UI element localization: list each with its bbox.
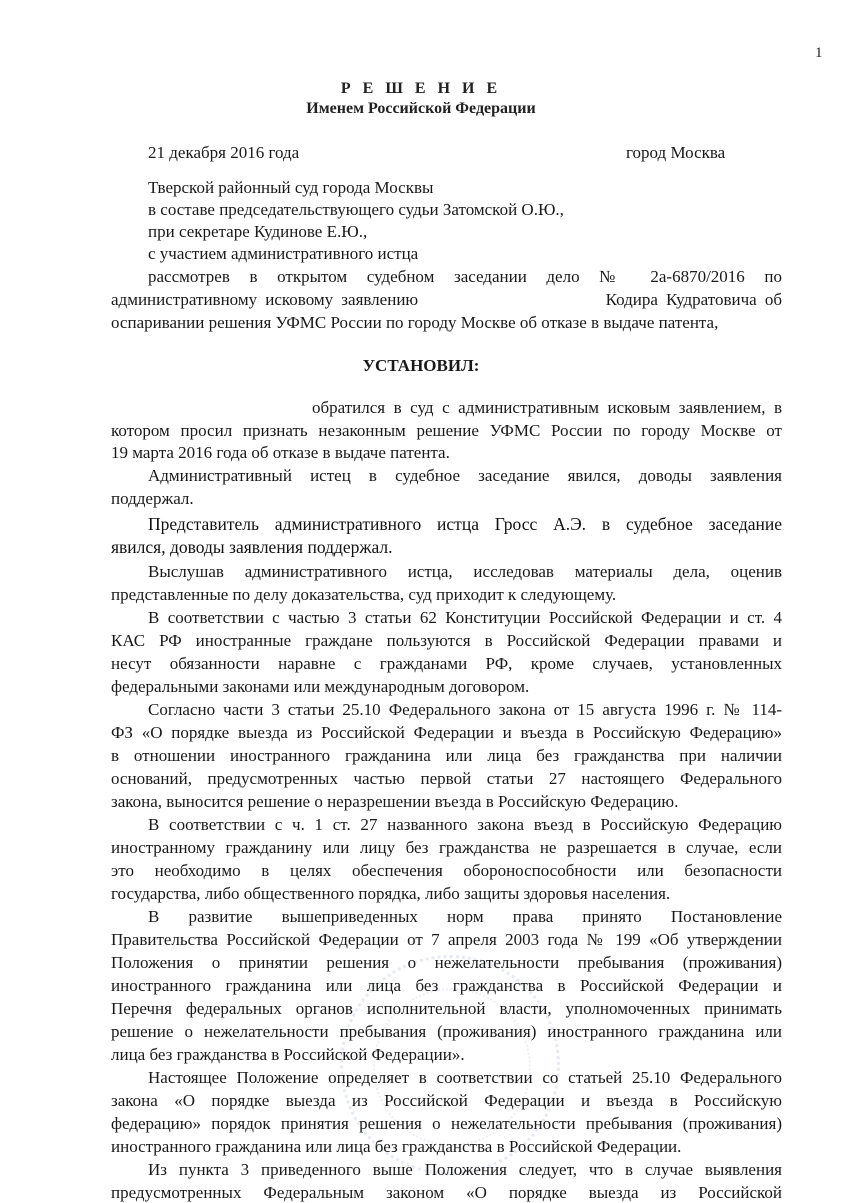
body-line: иностранного гражданина или лица без гражданства в Российской Федерации и — [111, 976, 782, 995]
body-line: Административный истец в судебное заседание явился, доводы заявления — [148, 466, 782, 485]
body-line: котором просил признать незаконным решение УФМС России по городу Москве от — [111, 421, 782, 440]
intro-line: оспаривании решения УФМС России по городу Москве об отказе в выдаче патента, — [111, 313, 719, 332]
body-line: Положения о принятии решения о нежелательности пребывания (проживания) — [111, 953, 782, 972]
decision-date: 21 декабря 2016 года — [148, 143, 300, 162]
decision-city: город Москва — [626, 143, 726, 162]
body-line: оснований, предусмотренных частью первой статьи 27 настоящего Федерального — [111, 769, 782, 788]
body-line: закона, выносится решение о неразрешении въезда в Российскую Федерацию. — [111, 792, 679, 811]
body-line: иностранному гражданину или лицу без гражданства не разрешается в случае, если — [111, 838, 782, 857]
body-line: В соответствии с частью 3 статьи 62 Конституции Российской Федерации и ст. 4 — [148, 608, 782, 627]
body-line: Настоящее Положение определяет в соответствии со статьей 25.10 Федерального — [148, 1068, 782, 1087]
body-line: Представитель административного истца Гросс А.Э. в судебное заседание — [148, 514, 782, 534]
intro-line: административному исковому заявлению Кодира Кудратовича об — [111, 290, 782, 309]
document-subtitle: Именем Российской Федерации — [306, 100, 536, 117]
body-line: предусмотренных Федеральным законом «О порядке выезда из Российской — [111, 1183, 782, 1202]
body-line: обратился в суд с административным исковым заявлением, в — [312, 398, 782, 417]
body-line: Из пункта 3 приведенного выше Положения следует, что в случае выявления — [148, 1160, 782, 1179]
page-number: 1 — [815, 45, 823, 61]
body-line: это необходимо в целях обеспечения обороноспособности или безопасности — [111, 861, 782, 880]
intro-line: рассмотрев в открытом судебном заседании дело № 2а-6870/2016 по — [148, 267, 782, 286]
body-line: федеральными законами или международным договором. — [111, 677, 530, 696]
header-line: Тверской районный суд города Москвы — [148, 178, 434, 197]
header-line: при секретаре Кудинове Е.Ю., — [148, 222, 368, 241]
body-line: явился, доводы заявления поддержал. — [111, 537, 393, 557]
section-heading: УСТАНОВИЛ: — [362, 356, 480, 375]
body-line: иностранного гражданина или лица без гражданства в Российской Федерации. — [111, 1137, 682, 1156]
header-line: с участием административного истца — [148, 244, 419, 263]
body-line: 19 марта 2016 года об отказе в выдаче патента. — [111, 443, 450, 462]
body-line: в отношении иностранного гражданина или лица без гражданства при наличии — [111, 746, 782, 765]
document-title: Р Е Ш Е Н И Е — [340, 80, 502, 97]
body-line: В соответствии с ч. 1 ст. 27 названного закона въезд в Российскую Федерацию — [148, 815, 782, 834]
header-line: в составе председательствующего судьи Затомской О.Ю., — [148, 200, 564, 219]
body-line: поддержал. — [111, 489, 194, 508]
body-line: ФЗ «О порядке выезда из Российской Федерации и въезда в Российскую Федерацию» — [111, 723, 782, 742]
body-line: лица без гражданства в Российской Федерации». — [111, 1045, 465, 1064]
body-line: В развитие вышеприведенных норм права принято Постановление — [148, 907, 782, 926]
body-line: решение о нежелательности пребывания (проживания) иностранного гражданина или — [111, 1022, 782, 1041]
body-line: несут обязанности наравне с гражданами РФ, кроме случаев, установленных — [111, 654, 782, 673]
body-line: Выслушав административного истца, исследовав материалы дела, оценив — [148, 562, 782, 581]
body-line: представленные по делу доказательства, суд приходит к следующему. — [111, 585, 617, 604]
body-line: государства, либо общественного порядка, либо защиты здоровья населения. — [111, 884, 671, 903]
body-line: Правительства Российской Федерации от 7 апреля 2003 года № 199 «Об утверждении — [111, 930, 782, 949]
body-line: Перечня федеральных органов исполнительной власти, уполномоченных принимать — [111, 999, 782, 1018]
body-line: федерацию» порядок принятия решения о нежелательности пребывания (проживания) — [111, 1114, 782, 1133]
body-line: закона «О порядке выезда из Российской Федерации и въезда в Российскую — [111, 1091, 782, 1110]
body-line: КАС РФ иностранные граждане пользуются в Российской Федерации правами и — [111, 631, 782, 650]
body-line: Согласно части 3 статьи 25.10 Федерального закона от 15 августа 1996 г. № 114- — [148, 700, 782, 719]
